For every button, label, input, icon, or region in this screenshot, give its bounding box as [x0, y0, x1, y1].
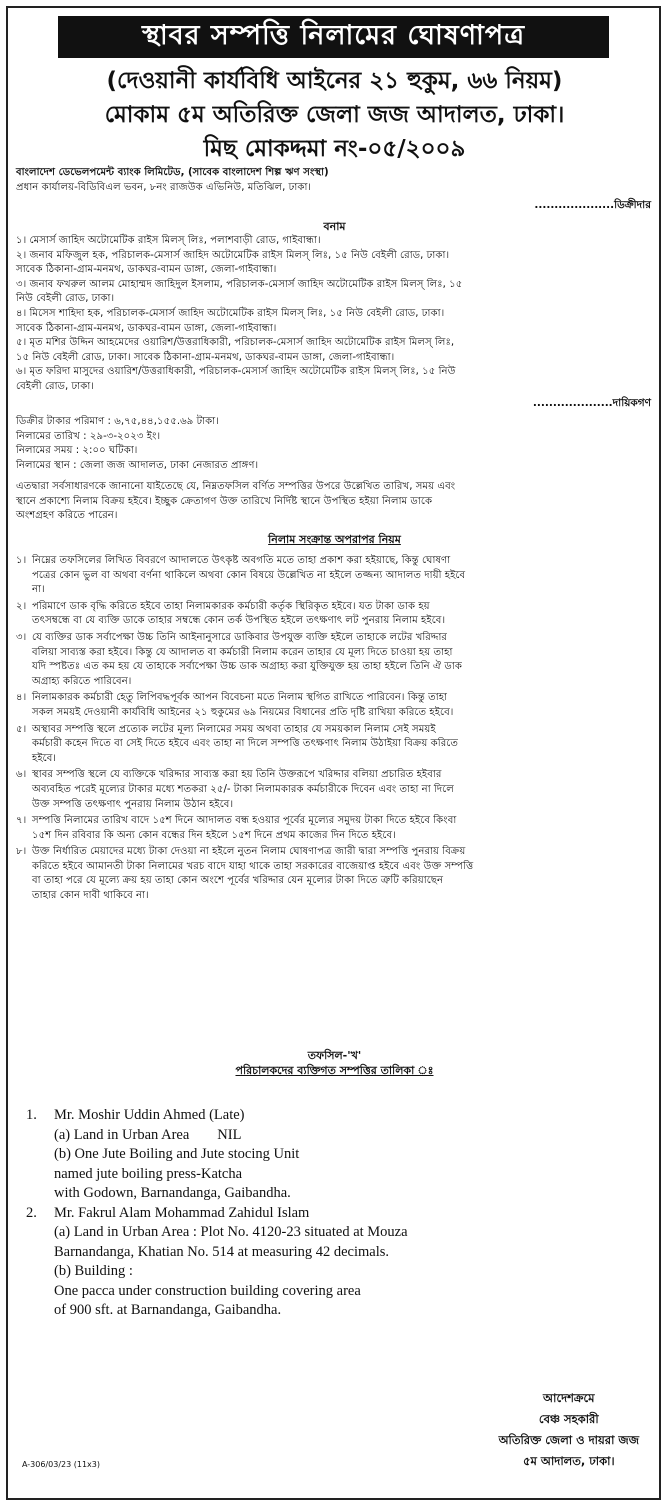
- rule-text-line: স্থাবর সম্পত্তি স্থলে যে ব্যক্তিকে খরিদ্দার সাব্যস্ত করা হয় তিনি উক্তরূপে খরিদ্দার বলিয়া প্রচারিত হইবার: [32, 769, 442, 781]
- rules-list: [16, 554, 652, 906]
- rule-item: [16, 845, 652, 903]
- defendant-line: ৩। জনাব ফখরুল আলম মোহাম্মদ জাহিদুল ইসলাম, পরিচালক-মেসার্স জাহিদ অটোমেটিক রাইস মিলস্ লিঃ, ১৫: [16, 278, 463, 290]
- rule-text-line: অগ্রাহ্য করিতে পারিবেন।: [32, 675, 132, 687]
- defendant-line: ৬। মৃত ফরিদা মাসুদের ওয়ারিশ/উত্তরাধিকারী, পরিচালক-মেসার্স জাহিদ অটোমেটিক রাইস মিলস্ লিঃ, ১৫ নিউ: [16, 366, 456, 378]
- plaintiff-name: বাংলাদেশ ডেভেলপমেন্ট ব্যাংক লিমিটেড, (সাবেক বাংলাদেশ শিল্প ঋণ সংস্থা): [16, 167, 329, 178]
- judgment-debtors-label: ....................দায়িকগণ: [532, 397, 651, 409]
- rule-number: ৫।: [16, 723, 27, 735]
- rule-text-line: যে ব্যক্তির ডাক সর্বাপেক্ষা উচ্চ তিনি আইনানুসারে ডাকিবার উপযুক্ত ব্যক্তি হইলে তাহাকে লটের খরিদ্দার: [32, 631, 448, 643]
- property-1-unit-line3: with Godown, Barnandanga, Gaibandha.: [54, 1185, 291, 1201]
- auction-info-line: নিলামের সময় : ২:০০ ঘটিকা।: [16, 445, 138, 457]
- rule-text-line: নিলামকারক কর্মচারী হেতু লিপিবদ্ধপূর্বক আপন বিবেচনা মতে নিলাম স্থগিত রাখিতে পারিবেন। কিন্তু তাহা: [32, 692, 448, 704]
- notice-code: A-306/03/23 (11x3): [22, 1460, 100, 1469]
- announcement-line: স্থানে প্রকাশ্যে নিলাম বিক্রয় হইবে। ইচ্ছুক ক্রেতাগণ উক্ত তারিখে নির্দিষ্ট স্থানে উপস্থিত হইয়া নিলাম ডাকে: [16, 495, 433, 507]
- rule-number: ৮।: [16, 846, 27, 858]
- property-2-land-line1: (a) Land in Urban Area : Plot No. 4120-23 situated at Mouza: [54, 1224, 408, 1240]
- rule-text-line: করিতে হইবে আমানতী টাকা নিলামের খরচ বাদে যাহা থাকে তাহা সরকারের বাজেয়াপ্ত হইবে এবং উক্ত সম্পত্তি: [32, 860, 474, 872]
- rule-text-line: না।: [32, 584, 45, 596]
- signature-block: [499, 1388, 639, 1472]
- rule-text-line: হইবে।: [32, 752, 57, 764]
- rule-text-line: যদি স্পষ্টতঃ এত কম হয় যে তাহাকে সর্বাপেক্ষা উচ্চ ডাক অগ্রাহ্য করা যুক্তিযুক্ত হয় তাহা হইলে তিনি ঐ ডাক: [32, 661, 462, 673]
- rule-text-line: তৎসম্বন্ধে বা যে ব্যক্তি ডাকে তাহার সম্বন্ধে কোন তর্ক উপস্থিত হইলে তৎক্ষণাৎ লট পুনরায় নিলাম হইবে।: [32, 615, 446, 627]
- rule-text-line: কর্মচারী কহেন দিতে বা সেই দিতে হইবে এবং তাহা না দিলে সম্পত্তি তৎক্ষণাৎ নিলাম উঠাইয়া বিক্রয় করিতে: [32, 738, 459, 750]
- rule-text-line: অব্যবহিত পরেই মূল্যের টাকার মধ্যে শতকরা ২৫/- টাকা নিলামকারক কর্মচারীকে দিবেন এবং তাহা না দিলে: [32, 783, 454, 795]
- defendant-line: সাবেক ঠিকানা-গ্রাম-মনমথ, ডাকঘর-বামন ডাঙ্গা, জেলা-গাইবান্ধা।: [16, 322, 277, 334]
- rule-text-line: ১৫শ দিন রবিবার কি অন্য কোন বন্ধের দিন হইলে ১৫শ দিনে প্রথম কাজের দিন দিতে হইবে।: [32, 829, 396, 841]
- rule-number: ৪।: [16, 692, 27, 704]
- case-number: মিছ মোকদ্দমা নং-০৫/২০০৯: [203, 136, 466, 162]
- versus-label: বনাম: [323, 220, 346, 233]
- rule-number: ৩।: [16, 631, 27, 643]
- property-2-land-line2: Barnandanga, Khatian No. 514 at measuring 42 decimals.: [54, 1243, 390, 1260]
- property-2-building-line2: of 900 sft. at Barnandanga, Gaibandha.: [54, 1302, 282, 1318]
- rule-text-line: বা তাহা পরে যে মূল্যে ক্রয় হয় তাহা কোন অংশে পূর্বের খরিদ্দার যেন মূল্যের টাকা দিতে ত্রুটি করিয়াছেন: [32, 875, 444, 887]
- rule-item: [16, 554, 652, 598]
- rule-text-line: অস্থাবর সম্পত্তি স্থলে প্রত্যেক লটের মূল্য নিলামের সময় অথবা তাহার যে সময়কাল নিলাম সেই সময়ই: [32, 723, 436, 735]
- auction-info-line: নিলামের তারিখ : ২৯-৩-২০২৩ ইং।: [16, 430, 161, 442]
- defendant-line: সাবেক ঠিকানা-গ্রাম-মনমথ, ডাকঘর-বামন ডাঙ্গা, জেলা-গাইবান্ধা।: [16, 264, 277, 276]
- property-2-number: 2.: [26, 1204, 37, 1221]
- court-name: মোকাম ৫ম অতিরিক্ত জেলা জজ আদালত, ঢাকা।: [104, 102, 565, 128]
- schedule-subtitle: পরিচালকদের ব্যক্তিগত সম্পত্তির তালিকা ঃ: [235, 1064, 434, 1077]
- signature-line: বেঞ্চ সহকারী: [538, 1412, 599, 1426]
- property-1-unit-line1: (b) One Jute Boiling and Jute stocing Unit: [54, 1146, 300, 1162]
- property-2-building: (b) Building :: [54, 1263, 133, 1279]
- rule-item: [16, 814, 652, 843]
- signature-line: অতিরিক্ত জেলা ও দায়রা জজ: [498, 1433, 639, 1447]
- defendant-line: ১৫ নিউ বেইলী রোড, ঢাকা। সাবেক ঠিকানা-গ্রাম-মনমথ, ডাকঘর-বামন ডাঙ্গা, জেলা-গাইবান্ধা।: [16, 351, 395, 363]
- rule-item: [16, 691, 652, 720]
- auction-info: [16, 415, 652, 473]
- announcement-line: এতদ্বারা সর্বসাধারণকে জানানো যাইতেছে যে, নিম্নতফসিল বর্ণিত সম্পত্তির উপরে উল্লেখিত তারিখ, সময় এবং: [16, 481, 456, 492]
- signature-line: ৫ম আদালত, ঢাকা।: [523, 1454, 615, 1468]
- law-reference: (দেওয়ানী কার্যবিধি আইনের ২১ হুকুম, ৬৬ নিয়ম): [106, 68, 563, 94]
- auction-info-line: নিলামের স্থান : জেলা জজ আদালত, ঢাকা নেজারত প্রাঙ্গণ।: [16, 459, 259, 471]
- defendant-line: নিউ বেইলী রোড, ঢাকা।: [16, 293, 115, 305]
- rule-item: [16, 768, 652, 812]
- rule-text-line: নিম্নের তফসিলের লিখিত বিবরণে আদালতে উৎকৃষ্ট অবগতি মতে তাহা প্রকাশ করা হইয়াছে, কিন্তু ঘোষণা: [32, 555, 451, 566]
- property-1-owner: Mr. Moshir Uddin Ahmed (Late): [54, 1107, 245, 1123]
- rule-text-line: সম্পত্তি নিলামের তারিখ বাদে ১৫শ দিনে আদালত বন্ধ হওয়ার পূর্বের মূল্যের সমুদয় টাকা দিতে হইবে কিংবা: [32, 815, 457, 827]
- defendant-line: ২। জনাব মফিজুল হক, পরিচালক-মেসার্স জাহিদ অটোমেটিক রাইস মিলস্ লিঃ, ১৫ নিউ বেইলী রোড, ঢাকা।: [16, 249, 450, 261]
- defendant-line: ৪। মিসেস শাহিদা হক, পরিচালক-মেসার্স জাহিদ অটোমেটিক রাইস মিলস্ লিঃ, ১৫ নিউ বেইলী রোড, ঢাকা।: [16, 307, 445, 319]
- rule-text-line: উক্ত সম্পত্তি তৎক্ষণাৎ পুনরায় নিলাম উঠান হইবে।: [32, 798, 234, 810]
- rule-text-line: বলিয়া সাব্যস্ত করা হইবে। কিন্তু যে আদালত বা কর্মচারী নিলাম করেন তাহার যে মূল্য দিতে চাওয়া হয় তাহা: [32, 646, 453, 658]
- rule-text-line: সকল সময়ই দেওয়ানী কার্যবিধি আইনের ২১ হুকুমের ৬৯ নিয়মের বিধানের প্রতি দৃষ্টি রাখিয়া করিতে হইবে।: [32, 706, 454, 718]
- rule-item: [16, 600, 652, 629]
- property-1-unit-line2: named jute boiling press-Katcha: [54, 1165, 243, 1182]
- rule-text-line: তাহার কোন দাবী থাকিবে না।: [32, 890, 149, 902]
- rule-text-line: পত্রের কোন ভুল বা অথবা বর্ণনা থাকিলে অথবা কোন বিষয়ে উল্লেখিত না হইলে তজ্জন্য আদালত দায়ী হইবে: [32, 569, 466, 581]
- rule-number: ৬।: [16, 769, 27, 781]
- announcement-line: অংশগ্রহণ করিতে পারেন।: [16, 510, 118, 522]
- property-1-land: (a) Land in Urban Area: [54, 1126, 190, 1143]
- decree-holder-label: ....................ডিক্রীদার: [534, 199, 651, 211]
- rule-text-line: উক্ত নির্ধারিত মেয়াদের মধ্যে টাকা দেওয়া না হইলে নুতন নিলাম ঘোষণাপত্র জারী দ্বারা সম্পত্তি পুনরায় বিক্রয়: [32, 846, 466, 858]
- rule-item: [16, 723, 652, 767]
- rules-title: নিলাম সংক্রান্ত অপরাপর নিয়ম: [268, 533, 401, 546]
- defendant-line: বেইলী রোড, ঢাকা।: [16, 380, 94, 392]
- property-schedule: [26, 1106, 626, 1321]
- rule-number: ৭।: [16, 815, 27, 827]
- announcement: [16, 480, 652, 524]
- rule-number: ১।: [16, 555, 27, 566]
- defendant-line: ৫। মৃত মশির উদ্দিন আহমেদের ওয়ারিশ/উত্তরাধিকারী, পরিচালক-মেসার্স জাহিদ অটোমেটিক রাইস মিলস্ লিঃ,: [16, 337, 455, 349]
- auction-info-line: ডিক্রীর টাকার পরিমাণ : ৬,৭৫,৪৪,১৫৫.৬৯ টাকা।: [16, 416, 219, 427]
- notice-banner: স্থাবর সম্পত্তি নিলামের ঘোষণাপত্র: [58, 16, 609, 58]
- property-1-land-value: NIL: [217, 1126, 242, 1143]
- defendant-line: ১। মেসার্স জাহিদ অটোমেটিক রাইস মিলস্ লিঃ, পলাশবাড়ী রোড, গাইবান্ধা।: [16, 235, 321, 246]
- signature-line: আদেশক্রমে: [543, 1391, 595, 1405]
- property-2-owner: Mr. Fakrul Alam Mohammad Zahidul Islam: [54, 1204, 310, 1221]
- property-1-number: 1.: [26, 1107, 37, 1123]
- plaintiff-address: প্রধান কার্যালয়-বিডিবিএল ভবন, ৮নং রাজউক এভিনিউ, মতিঝিল, ঢাকা।: [16, 182, 312, 193]
- rule-text-line: পরিমাণে ডাক বৃদ্ধি করিতে হইবে তাহা নিলামকারক কর্মচারী কর্তৃক স্থিরিকৃত হইবে। যত টাকা ডাক হয়: [32, 600, 430, 612]
- defendants-list: [16, 234, 652, 395]
- rule-number: ২।: [16, 600, 27, 612]
- schedule-title: তফসিল-'খ': [307, 1049, 362, 1062]
- rule-item: [16, 631, 652, 689]
- property-2-building-line1: One pacca under construction building covering area: [54, 1282, 361, 1299]
